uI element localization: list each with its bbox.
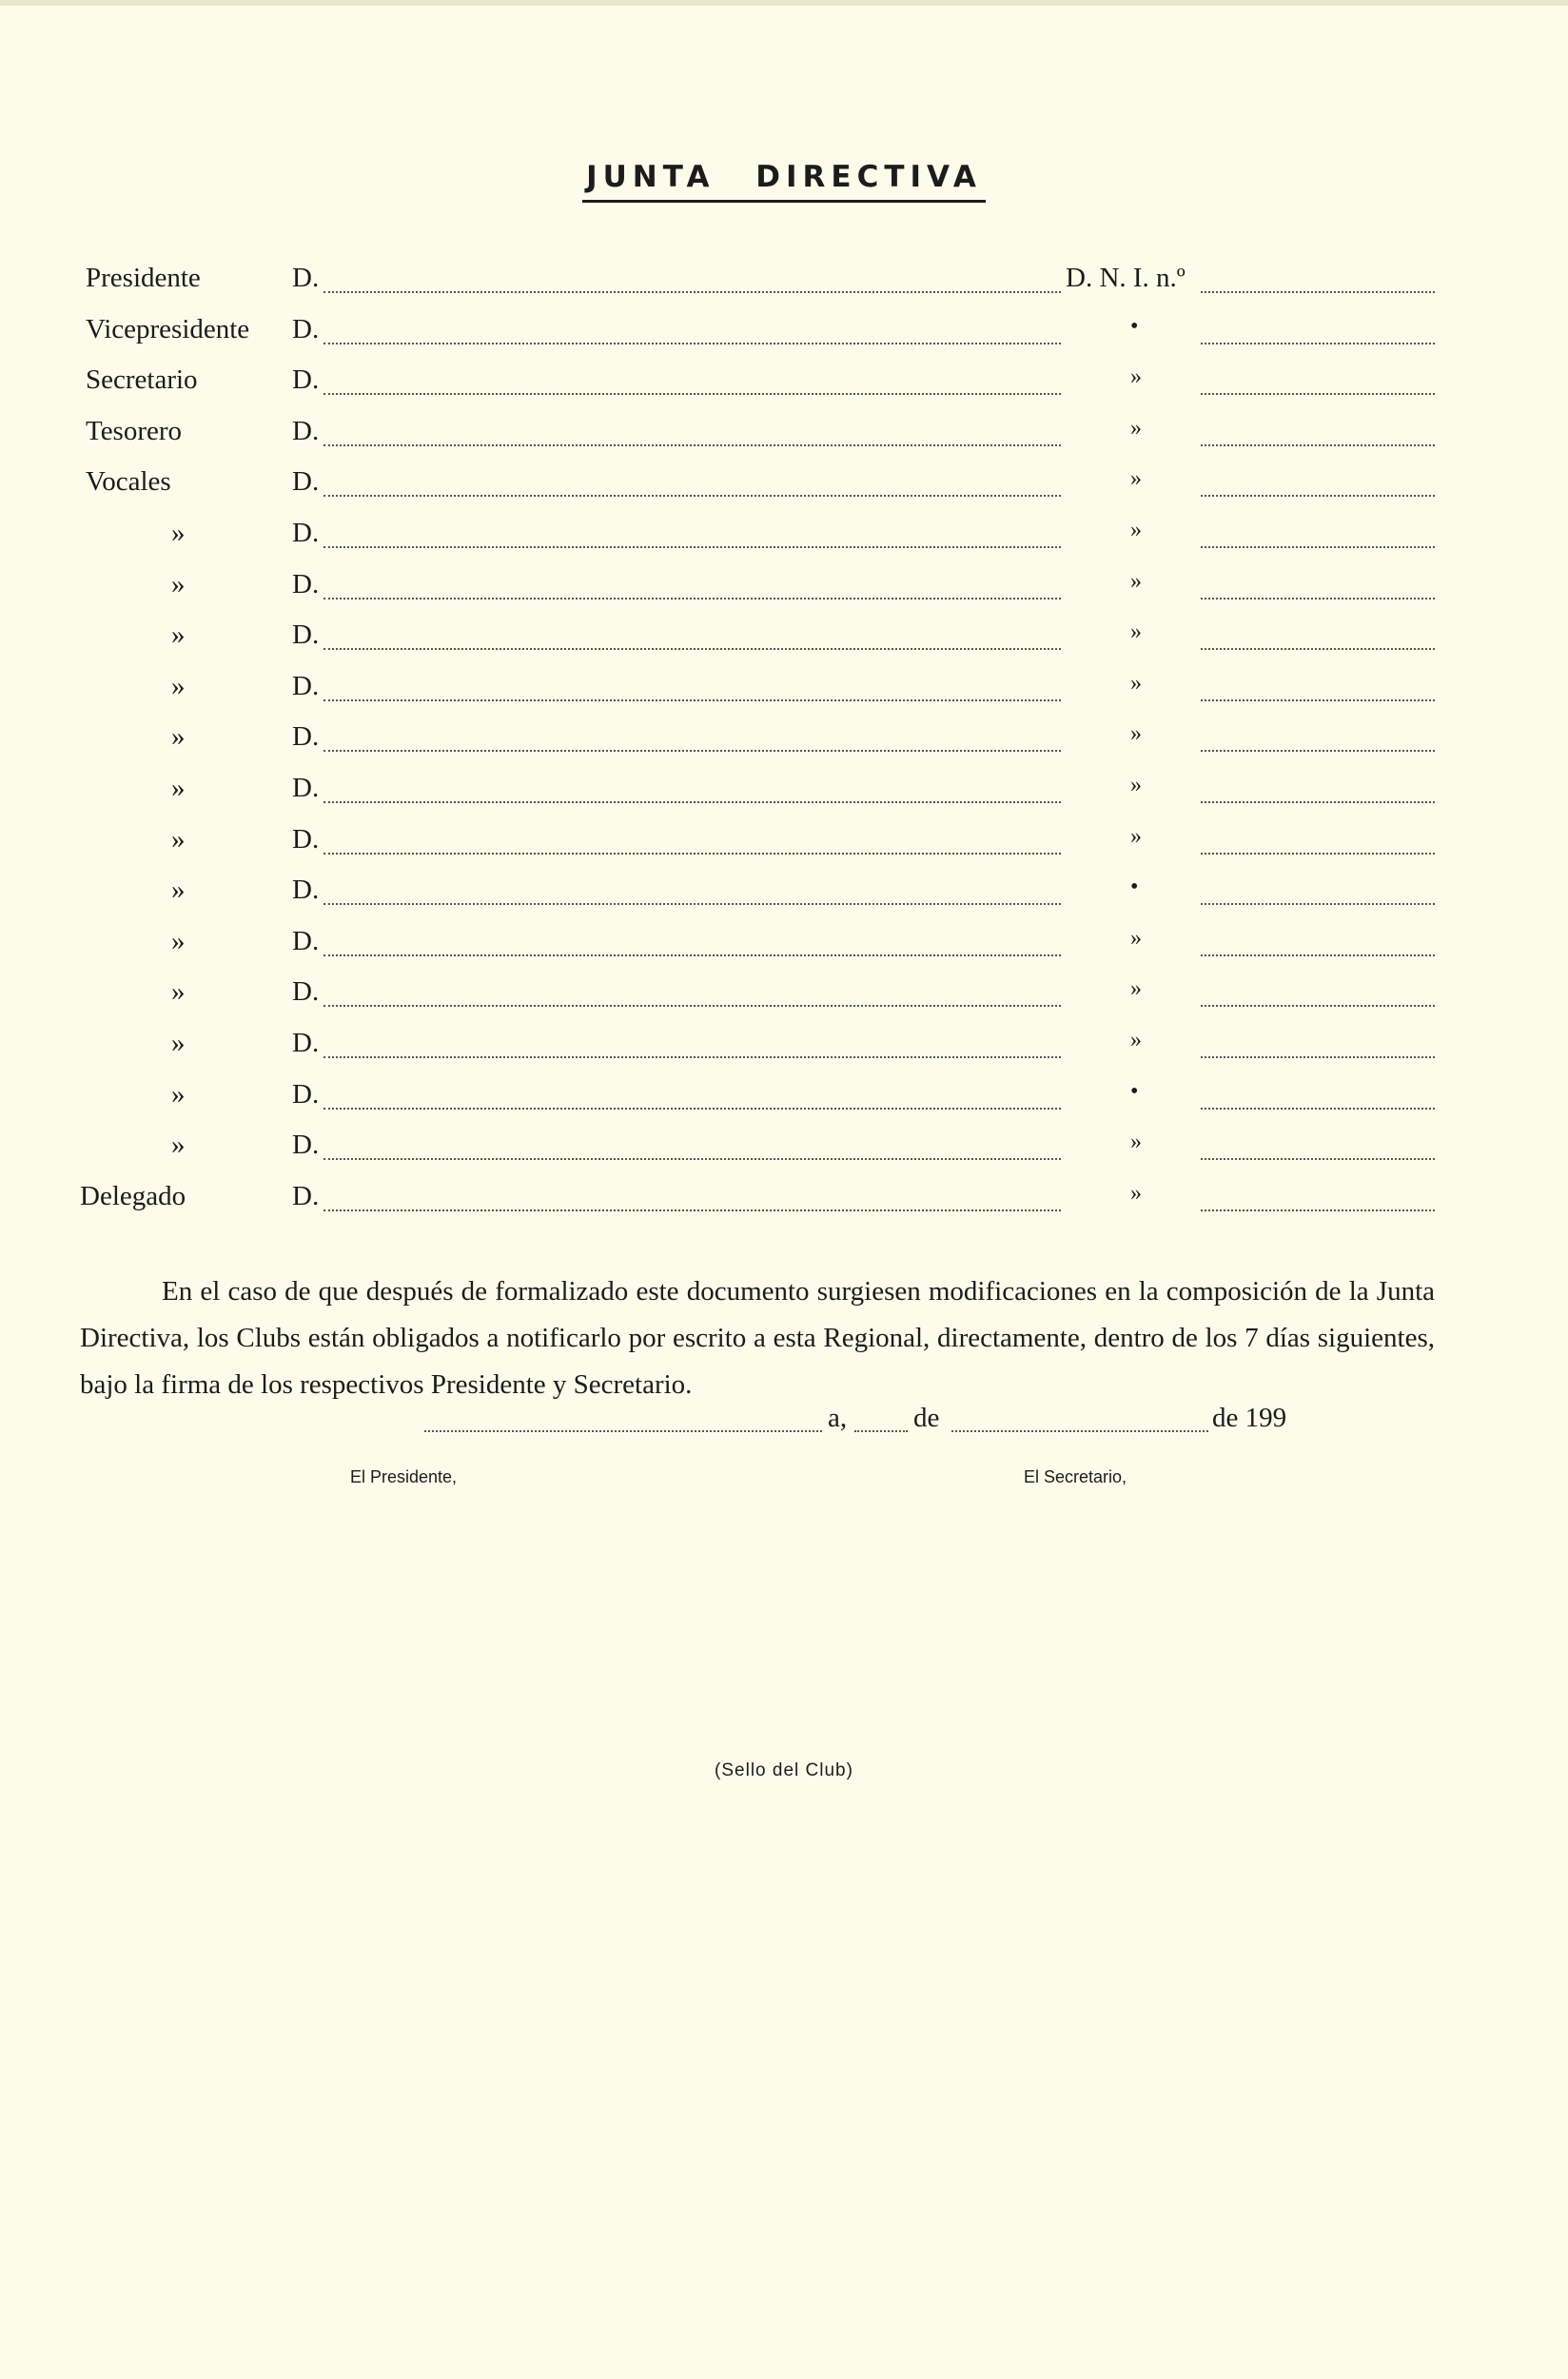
date-year-label: de 199 — [1212, 1403, 1287, 1433]
role-label: » — [171, 568, 186, 600]
don-prefix: D. — [292, 619, 320, 651]
member-name-blank[interactable] — [323, 1158, 1061, 1160]
dni-number-blank[interactable] — [1201, 750, 1435, 752]
don-prefix: D. — [292, 773, 320, 803]
don-prefix: D. — [292, 263, 320, 293]
don-prefix: D. — [292, 875, 320, 906]
dni-number-blank[interactable] — [1201, 546, 1435, 548]
dni-number-blank[interactable] — [1201, 343, 1435, 344]
dni-ditto-mark: » — [1130, 925, 1142, 951]
month-blank[interactable] — [951, 1430, 1208, 1432]
form-title: JUNTA DIRECTIVA — [582, 160, 986, 203]
notice-paragraph: En el caso de que después de formalizado este documento surgiesen modificaciones en la composición de la Junta Directiva, los Clubs están obligados a notificarlo por escrito a esta Regional, directamente, dentro de los 7 días siguientes, bajo la firma de los respectivos Presidente y Secretario. — [80, 1276, 1435, 1400]
dni-number-blank[interactable] — [1201, 495, 1435, 497]
don-prefix: D. — [292, 1130, 320, 1161]
role-label: Delegado — [80, 1180, 186, 1211]
member-name-blank[interactable] — [323, 954, 1061, 956]
don-prefix: D. — [292, 313, 320, 344]
don-prefix: D. — [292, 1028, 320, 1058]
don-prefix: D. — [292, 823, 320, 855]
dni-ditto-mark: » — [1130, 568, 1142, 594]
board-member-row — [0, 314, 1568, 364]
board-member-row — [0, 263, 1568, 312]
dni-ditto-mark: » — [1130, 823, 1142, 849]
member-name-blank[interactable] — [323, 699, 1061, 701]
dni-number-blank[interactable] — [1201, 699, 1435, 701]
dni-ditto-mark: » — [1130, 721, 1142, 747]
board-member-row — [0, 721, 1568, 771]
dni-ditto-mark: » — [1130, 976, 1142, 1002]
dni-ditto-mark: • — [1130, 1078, 1139, 1104]
dni-ditto-mark: » — [1130, 1180, 1142, 1206]
board-member-row — [0, 1181, 1568, 1230]
role-label: Tesorero — [86, 415, 183, 446]
role-label: » — [171, 1078, 186, 1110]
dni-ditto-mark: • — [1130, 875, 1139, 900]
don-prefix: D. — [292, 925, 320, 956]
board-member-row — [0, 466, 1568, 516]
role-label: » — [171, 619, 186, 651]
role-label: » — [171, 976, 186, 1008]
dni-ditto-mark: » — [1130, 518, 1142, 542]
dni-number-blank[interactable] — [1201, 1209, 1435, 1211]
don-prefix: D. — [292, 670, 320, 701]
don-prefix: D. — [292, 364, 320, 396]
club-stamp-label: (Sello del Club) — [715, 1760, 853, 1780]
dni-number-blank[interactable] — [1201, 954, 1435, 956]
date-a-label: a, — [828, 1403, 848, 1433]
dni-ditto-mark: » — [1130, 619, 1142, 645]
member-name-blank[interactable] — [323, 648, 1061, 650]
board-member-row — [0, 671, 1568, 720]
dni-number-blank[interactable] — [1201, 1158, 1435, 1160]
role-label: » — [171, 773, 186, 803]
member-name-blank[interactable] — [323, 598, 1061, 600]
place-blank[interactable] — [424, 1430, 822, 1432]
don-prefix: D. — [292, 466, 320, 498]
dni-number-blank[interactable] — [1201, 1108, 1435, 1110]
dni-number-blank[interactable] — [1201, 393, 1435, 395]
role-label: » — [171, 925, 186, 956]
role-label: » — [171, 1130, 186, 1161]
member-name-blank[interactable] — [323, 546, 1061, 548]
dni-number-blank[interactable] — [1201, 1005, 1435, 1007]
dni-number-blank[interactable] — [1201, 853, 1435, 855]
secretary-signature-label: El Secretario, — [1024, 1467, 1127, 1486]
board-member-row — [0, 518, 1568, 567]
member-name-blank[interactable] — [323, 343, 1061, 344]
board-member-row — [0, 1130, 1568, 1179]
board-member-row — [0, 619, 1568, 669]
don-prefix: D. — [292, 721, 320, 753]
don-prefix: D. — [292, 1078, 320, 1110]
don-prefix: D. — [292, 1180, 320, 1211]
board-member-row — [0, 364, 1568, 414]
member-name-blank[interactable] — [323, 853, 1061, 855]
role-label: Vocales — [86, 466, 171, 498]
board-member-row — [0, 773, 1568, 822]
role-label: » — [171, 1028, 186, 1058]
dni-label: D. N. I. n.º — [1066, 263, 1186, 293]
board-member-row — [0, 824, 1568, 874]
dni-ditto-mark: • — [1130, 313, 1139, 339]
member-name-blank[interactable] — [323, 1005, 1061, 1007]
member-name-blank[interactable] — [323, 801, 1061, 803]
role-label: » — [171, 875, 186, 906]
board-member-row — [0, 1028, 1568, 1077]
member-name-blank[interactable] — [323, 1056, 1061, 1058]
president-signature-label: El Presidente, — [350, 1467, 458, 1486]
member-name-blank[interactable] — [323, 495, 1061, 497]
dni-ditto-mark: » — [1130, 1028, 1142, 1052]
board-member-row — [0, 569, 1568, 619]
don-prefix: D. — [292, 976, 320, 1008]
role-label: Vicepresidente — [86, 313, 250, 344]
board-member-row — [0, 1079, 1568, 1129]
don-prefix: D. — [292, 415, 320, 446]
board-member-row — [0, 875, 1568, 924]
dni-ditto-mark: » — [1130, 773, 1142, 797]
member-name-blank[interactable] — [323, 291, 1061, 293]
member-name-blank[interactable] — [323, 1108, 1061, 1110]
dni-number-blank[interactable] — [1201, 801, 1435, 803]
page-top-edge — [0, 0, 1568, 6]
member-name-blank[interactable] — [323, 903, 1061, 905]
member-name-blank[interactable] — [323, 393, 1061, 395]
role-label: Secretario — [86, 364, 198, 396]
dni-ditto-mark: » — [1130, 415, 1142, 441]
member-name-blank[interactable] — [323, 444, 1061, 446]
board-member-row — [0, 926, 1568, 975]
dni-number-blank[interactable] — [1201, 648, 1435, 650]
role-label: » — [171, 518, 186, 548]
member-name-blank[interactable] — [323, 1209, 1061, 1211]
dni-ditto-mark: » — [1130, 364, 1142, 390]
don-prefix: D. — [292, 568, 320, 600]
dni-number-blank[interactable] — [1201, 444, 1435, 446]
date-de-label: de — [913, 1403, 940, 1433]
dni-number-blank[interactable] — [1201, 291, 1435, 293]
member-name-blank[interactable] — [323, 750, 1061, 752]
board-member-row — [0, 416, 1568, 465]
day-blank[interactable] — [854, 1430, 908, 1432]
date-place-line — [0, 1403, 1568, 1445]
dni-number-blank[interactable] — [1201, 598, 1435, 600]
form-title-container — [0, 160, 1568, 203]
dni-number-blank[interactable] — [1201, 1056, 1435, 1058]
role-label: Presidente — [86, 263, 201, 293]
dni-ditto-mark: » — [1130, 670, 1142, 696]
role-label: » — [171, 721, 186, 753]
dni-number-blank[interactable] — [1201, 903, 1435, 905]
role-label: » — [171, 823, 186, 855]
don-prefix: D. — [292, 518, 320, 548]
board-member-row — [0, 976, 1568, 1026]
dni-ditto-mark: » — [1130, 466, 1142, 492]
role-label: » — [171, 670, 186, 701]
dni-ditto-mark: » — [1130, 1130, 1142, 1155]
